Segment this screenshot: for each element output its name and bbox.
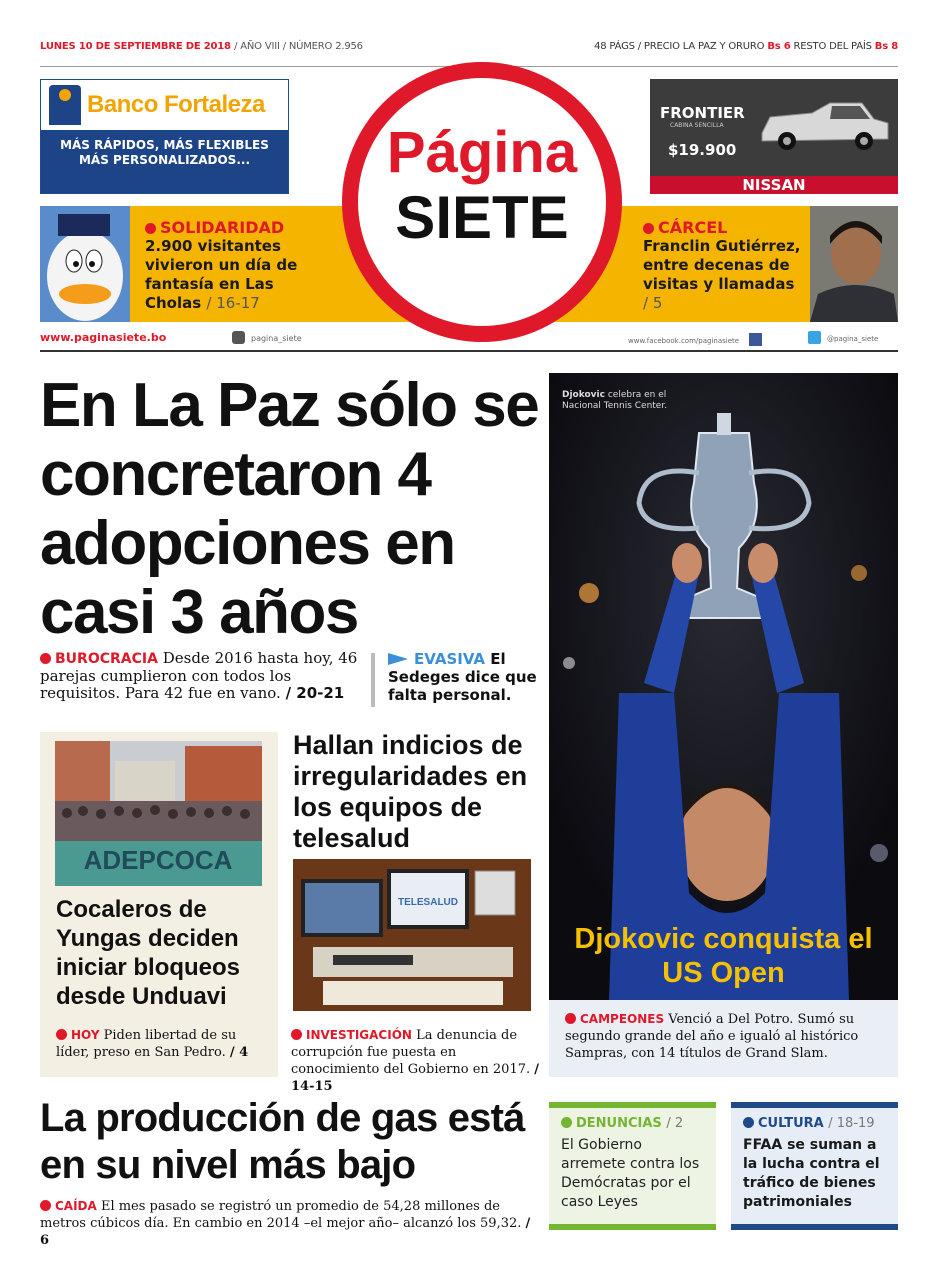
cocaleros-pages: / 4: [229, 1045, 249, 1060]
denuncias-kicker: [561, 1116, 716, 1131]
denuncias-pages: / 2: [666, 1116, 684, 1131]
telesalud-kicker-text: INVESTIGACIÓN: [306, 1028, 412, 1042]
bullet-dot-icon: [40, 1200, 51, 1211]
telesalud-summary: [291, 1027, 543, 1095]
price-lapaz-value: Bs 6: [767, 41, 791, 52]
cultura-kicker-text: CULTURA: [758, 1116, 824, 1131]
teaser-kicker: [643, 218, 803, 237]
lead-side-note: [388, 650, 538, 704]
medical-equipment-image: [293, 859, 531, 1011]
facebook-icon: [749, 333, 762, 346]
summary-divider: [371, 653, 375, 707]
telesalud-headline[interactable]: Hallan indicios de irregularidades en los equipos de telesalud: [293, 730, 528, 853]
denuncias-box[interactable]: [549, 1102, 716, 1230]
instagram-handle: pagina_siete: [251, 334, 302, 343]
caption-text: celebra en el Nacional Tennis Center.: [562, 390, 668, 411]
side-text: El Sedeges dice que falta personal.: [388, 650, 537, 704]
bullet-dot-icon: [565, 1013, 576, 1024]
teaser-kicker-text: CÁRCEL: [658, 218, 728, 237]
bullet-dot-icon: [743, 1117, 754, 1128]
gas-kicker: [40, 1199, 97, 1213]
denuncias-kicker-text: DENUNCIAS: [576, 1116, 662, 1131]
duck-mascot-image: [40, 206, 130, 322]
teaser-body: Franclin Gutiérrez, entre decenas de visitas y llamadas: [643, 237, 801, 293]
teaser-body: 2.900 visitantes vivieron un día de fantasía en Las Cholas: [145, 237, 298, 312]
lead-summary-text: Desde 2016 hasta hoy, 46 parejas cumplieron con todos los requisitos. Para 42 fue en vano.: [40, 649, 358, 702]
cocaleros-summary-text: Piden libertad de su líder, preso en San Pedro.: [56, 1028, 237, 1060]
djokovic-headline[interactable]: Djokovic conquista el US Open: [574, 923, 873, 989]
teaser-text: [145, 237, 315, 313]
twitter-link[interactable]: [808, 331, 878, 344]
telesalud-pages: / 14-15: [291, 1062, 540, 1094]
bank-slogan-line2: MÁS PERSONALIZADOS...: [78, 153, 251, 167]
djokovic-kicker: [565, 1012, 664, 1026]
bank-slogan-line1: MÁS RÁPIDOS, MÁS FLEXIBLES: [60, 138, 269, 152]
bank-name: Banco Fortaleza: [87, 91, 265, 118]
masthead-line1: Página: [386, 120, 578, 185]
bullet-dot-icon: [40, 653, 51, 664]
nissan-subtitle: CABINA SENCILLA: [670, 122, 724, 129]
nissan-price: $19.900: [668, 141, 737, 159]
djokovic-summary-text: Venció a Del Potro. Sumó su segundo grande del año e igualó al histórico Sampras, con 14 títulos de Grand Slam.: [565, 1012, 859, 1061]
bullet-dot-icon: [291, 1029, 302, 1040]
trophy-celebration-image: [549, 373, 898, 1000]
lead-kicker-text: BUROCRACIA: [55, 651, 158, 667]
dateline: [40, 41, 363, 52]
price-lapaz-label: PRECIO LA PAZ Y ORURO: [643, 41, 765, 52]
telesalud-kicker: [291, 1028, 412, 1042]
denuncias-text: El Gobierno arremete contra los Demócratas por el caso Leyes: [561, 1137, 700, 1210]
masthead-rule: [40, 350, 898, 352]
gas-pages: / 6: [40, 1216, 531, 1248]
teaser-kicker-text: SOLIDARIDAD: [160, 218, 285, 237]
cultura-text: FFAA se suman a la lucha contra el tráfico de bienes patrimoniales: [743, 1137, 880, 1210]
bullet-dot-icon: [561, 1117, 572, 1128]
lead-pages: / 20-21: [285, 684, 345, 702]
cocaleros-summary: [56, 1027, 266, 1061]
telesalud-screen-text: TELESALUD: [398, 897, 458, 908]
cocaleros-photo[interactable]: [55, 741, 262, 886]
masthead-tagline-text: Diario nacional independiente: [385, 251, 579, 312]
djokovic-kicker-text: CAMPEONES: [580, 1012, 665, 1026]
nissan-brand-bar: NISSAN: [650, 176, 898, 194]
djokovic-photo[interactable]: [549, 373, 898, 1000]
lead-summary: [40, 650, 365, 702]
cocaleros-headline[interactable]: Cocaleros de Yungas deciden iniciar bloqueos desde Unduavi: [56, 896, 241, 1010]
bullet-dot-icon: [56, 1029, 67, 1040]
cultura-pages: / 18-19: [828, 1116, 875, 1131]
pagina-siete-logo[interactable]: [336, 42, 628, 346]
teaser-pages: / 16-17: [206, 294, 260, 312]
pickup-truck-icon: [752, 95, 892, 155]
lead-kicker: [40, 651, 158, 667]
instagram-link[interactable]: [232, 331, 302, 344]
side-kicker: EVASIVA: [414, 650, 486, 668]
gas-kicker-text: CAÍDA: [55, 1199, 97, 1213]
cultura-kicker: [743, 1116, 898, 1131]
teaser-solidaridad[interactable]: [145, 218, 315, 313]
cultura-box[interactable]: [731, 1102, 898, 1230]
teaser-kicker: [145, 218, 315, 237]
edition: / AÑO VIII / NÚMERO 2.956: [234, 41, 363, 52]
bullet-dot-icon: [643, 223, 654, 234]
twitter-icon: [808, 331, 821, 344]
gas-summary: [40, 1198, 540, 1249]
bank-fortaleza-ad[interactable]: [40, 79, 289, 194]
bank-logo-icon: [49, 85, 81, 125]
teaser-text: [643, 237, 803, 313]
mascot-photo[interactable]: [40, 206, 130, 322]
pages-count: 48 PÁGS /: [594, 41, 641, 52]
telesalud-summary-text: La denuncia de corrupción fue puesta en conocimiento del Gobierno en 2017.: [291, 1028, 531, 1077]
prisoner-photo[interactable]: [810, 206, 898, 322]
masthead-line2: SIETE: [395, 184, 569, 251]
djokovic-summary: [565, 1011, 890, 1062]
website-link[interactable]: www.paginasiete.bo: [40, 331, 167, 344]
bank-logo: [41, 80, 288, 130]
teaser-carcel[interactable]: [643, 218, 803, 313]
nissan-model: FRONTIER: [660, 104, 745, 122]
price-line: [594, 41, 898, 52]
cocaleros-kicker-text: HOY: [71, 1028, 100, 1042]
telesalud-photo[interactable]: [293, 859, 531, 1011]
adepcoca-banner: ADEPCOCA: [83, 845, 233, 875]
gas-headline[interactable]: La producción de gas está en su nivel más bajo: [40, 1096, 525, 1187]
nissan-ad[interactable]: [650, 79, 898, 194]
arrow-icon: [388, 653, 408, 665]
date: LUNES 10 DE SEPTIEMBRE DE 2018: [40, 41, 231, 52]
protest-crowd-image: [55, 741, 262, 886]
teaser-pages: / 5: [643, 294, 663, 312]
caption-name: Djokovic: [562, 390, 605, 400]
gas-summary-text: El mes pasado se registró un promedio de 54,28 millones de metros cúbicos día. En cambio en 2014 –el mejor año– alcanzó los 59,32.: [40, 1199, 522, 1231]
twitter-handle: @pagina_siete: [827, 335, 879, 343]
facebook-url: www.facebook.com/paginasiete: [628, 337, 740, 345]
cocaleros-kicker: [56, 1028, 100, 1042]
bullet-dot-icon: [145, 223, 156, 234]
facebook-link[interactable]: [628, 333, 768, 346]
bank-slogan: [41, 130, 288, 168]
djokovic-photo-caption: [562, 390, 672, 412]
portrait-image: [810, 206, 898, 322]
instagram-icon: [232, 331, 245, 344]
price-rest-value: Bs 8: [874, 41, 898, 52]
lead-headline[interactable]: En La Paz sólo se concretaron 4 adopciones en casi 3 años: [40, 371, 539, 647]
price-rest-label: RESTO DEL PAÍS: [793, 41, 872, 52]
